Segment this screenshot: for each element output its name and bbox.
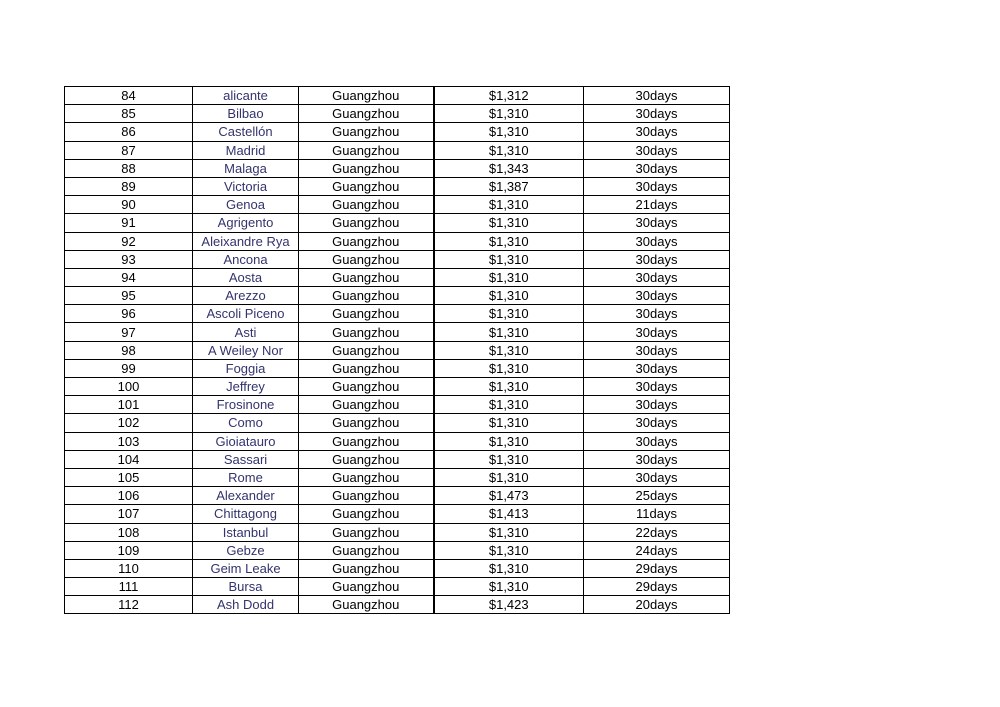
destination-cell: Genoa	[193, 196, 299, 214]
origin-cell: Guangzhou	[299, 359, 434, 377]
destination-cell: Ancona	[193, 250, 299, 268]
destination-cell: Aosta	[193, 268, 299, 286]
freight-rate-table	[64, 86, 730, 614]
table-row	[65, 305, 730, 323]
price-cell: $1,310	[434, 105, 584, 123]
origin-cell: Guangzhou	[299, 396, 434, 414]
price-cell: $1,310	[434, 323, 584, 341]
destination-cell: Como	[193, 414, 299, 432]
row-number-cell: 90	[65, 196, 193, 214]
row-number-cell: 105	[65, 468, 193, 486]
origin-cell: Guangzhou	[299, 159, 434, 177]
destination-cell: Malaga	[193, 159, 299, 177]
row-number-cell: 110	[65, 559, 193, 577]
table-row	[65, 159, 730, 177]
transit-days-cell: 30days	[584, 141, 730, 159]
table-row	[65, 505, 730, 523]
origin-cell: Guangzhou	[299, 105, 434, 123]
transit-days-cell: 30days	[584, 378, 730, 396]
row-number-cell: 95	[65, 287, 193, 305]
row-number-cell: 87	[65, 141, 193, 159]
freight-rate-table-body	[65, 87, 730, 614]
destination-cell: Foggia	[193, 359, 299, 377]
origin-cell: Guangzhou	[299, 287, 434, 305]
table-row	[65, 105, 730, 123]
row-number-cell: 106	[65, 487, 193, 505]
row-number-cell: 100	[65, 378, 193, 396]
transit-days-cell: 30days	[584, 359, 730, 377]
transit-days-cell: 22days	[584, 523, 730, 541]
price-cell: $1,310	[434, 578, 584, 596]
price-cell: $1,413	[434, 505, 584, 523]
transit-days-cell: 30days	[584, 105, 730, 123]
price-cell: $1,310	[434, 450, 584, 468]
table-row	[65, 341, 730, 359]
row-number-cell: 98	[65, 341, 193, 359]
destination-cell: Asti	[193, 323, 299, 341]
row-number-cell: 94	[65, 268, 193, 286]
transit-days-cell: 30days	[584, 450, 730, 468]
origin-cell: Guangzhou	[299, 559, 434, 577]
price-cell: $1,310	[434, 378, 584, 396]
table-row	[65, 596, 730, 614]
row-number-cell: 88	[65, 159, 193, 177]
table-row	[65, 487, 730, 505]
table-row	[65, 396, 730, 414]
origin-cell: Guangzhou	[299, 214, 434, 232]
price-cell: $1,310	[434, 141, 584, 159]
table-row	[65, 432, 730, 450]
origin-cell: Guangzhou	[299, 250, 434, 268]
price-cell: $1,310	[434, 305, 584, 323]
transit-days-cell: 30days	[584, 159, 730, 177]
transit-days-cell: 30days	[584, 123, 730, 141]
table-row	[65, 123, 730, 141]
table-row	[65, 414, 730, 432]
destination-cell: Bilbao	[193, 105, 299, 123]
price-cell: $1,310	[434, 359, 584, 377]
destination-cell: Bursa	[193, 578, 299, 596]
table-row	[65, 287, 730, 305]
table-row	[65, 541, 730, 559]
price-cell: $1,310	[434, 396, 584, 414]
table-row	[65, 578, 730, 596]
row-number-cell: 84	[65, 87, 193, 105]
origin-cell: Guangzhou	[299, 141, 434, 159]
price-cell: $1,310	[434, 196, 584, 214]
destination-cell: Alexander	[193, 487, 299, 505]
transit-days-cell: 30days	[584, 341, 730, 359]
origin-cell: Guangzhou	[299, 578, 434, 596]
origin-cell: Guangzhou	[299, 123, 434, 141]
row-number-cell: 109	[65, 541, 193, 559]
price-cell: $1,387	[434, 177, 584, 195]
origin-cell: Guangzhou	[299, 341, 434, 359]
transit-days-cell: 30days	[584, 396, 730, 414]
destination-cell: Frosinone	[193, 396, 299, 414]
destination-cell: Istanbul	[193, 523, 299, 541]
destination-cell: Castellón	[193, 123, 299, 141]
destination-cell: Jeffrey	[193, 378, 299, 396]
table-row	[65, 232, 730, 250]
price-cell: $1,310	[434, 214, 584, 232]
table-row	[65, 450, 730, 468]
table-row	[65, 378, 730, 396]
transit-days-cell: 30days	[584, 287, 730, 305]
origin-cell: Guangzhou	[299, 596, 434, 614]
origin-cell: Guangzhou	[299, 177, 434, 195]
row-number-cell: 108	[65, 523, 193, 541]
transit-days-cell: 29days	[584, 578, 730, 596]
price-cell: $1,310	[434, 250, 584, 268]
table-row	[65, 177, 730, 195]
price-cell: $1,310	[434, 287, 584, 305]
transit-days-cell: 30days	[584, 468, 730, 486]
row-number-cell: 92	[65, 232, 193, 250]
origin-cell: Guangzhou	[299, 432, 434, 450]
transit-days-cell: 30days	[584, 414, 730, 432]
table-row	[65, 141, 730, 159]
transit-days-cell: 25days	[584, 487, 730, 505]
transit-days-cell: 11days	[584, 505, 730, 523]
origin-cell: Guangzhou	[299, 450, 434, 468]
row-number-cell: 97	[65, 323, 193, 341]
table-row	[65, 268, 730, 286]
destination-cell: Gioiatauro	[193, 432, 299, 450]
transit-days-cell: 30days	[584, 177, 730, 195]
destination-cell: Ascoli Piceno	[193, 305, 299, 323]
row-number-cell: 93	[65, 250, 193, 268]
table-row	[65, 359, 730, 377]
transit-days-cell: 21days	[584, 196, 730, 214]
destination-cell: Arezzo	[193, 287, 299, 305]
origin-cell: Guangzhou	[299, 268, 434, 286]
price-cell: $1,310	[434, 414, 584, 432]
destination-cell: alicante	[193, 87, 299, 105]
row-number-cell: 91	[65, 214, 193, 232]
destination-cell: A Weiley Nor	[193, 341, 299, 359]
transit-days-cell: 30days	[584, 250, 730, 268]
price-cell: $1,310	[434, 559, 584, 577]
origin-cell: Guangzhou	[299, 305, 434, 323]
table-row	[65, 559, 730, 577]
origin-cell: Guangzhou	[299, 232, 434, 250]
price-cell: $1,310	[434, 268, 584, 286]
table-row	[65, 323, 730, 341]
destination-cell: Ash Dodd	[193, 596, 299, 614]
origin-cell: Guangzhou	[299, 505, 434, 523]
transit-days-cell: 30days	[584, 232, 730, 250]
price-cell: $1,310	[434, 432, 584, 450]
row-number-cell: 86	[65, 123, 193, 141]
transit-days-cell: 30days	[584, 305, 730, 323]
row-number-cell: 85	[65, 105, 193, 123]
origin-cell: Guangzhou	[299, 523, 434, 541]
table-row	[65, 196, 730, 214]
price-cell: $1,310	[434, 541, 584, 559]
table-row	[65, 468, 730, 486]
row-number-cell: 104	[65, 450, 193, 468]
price-cell: $1,312	[434, 87, 584, 105]
origin-cell: Guangzhou	[299, 378, 434, 396]
price-cell: $1,310	[434, 523, 584, 541]
destination-cell: Madrid	[193, 141, 299, 159]
row-number-cell: 112	[65, 596, 193, 614]
table-row	[65, 214, 730, 232]
destination-cell: Gebze	[193, 541, 299, 559]
table-row	[65, 87, 730, 105]
origin-cell: Guangzhou	[299, 414, 434, 432]
table-row	[65, 523, 730, 541]
transit-days-cell: 29days	[584, 559, 730, 577]
transit-days-cell: 30days	[584, 87, 730, 105]
transit-days-cell: 24days	[584, 541, 730, 559]
row-number-cell: 107	[65, 505, 193, 523]
price-cell: $1,423	[434, 596, 584, 614]
destination-cell: Geim Leake	[193, 559, 299, 577]
price-cell: $1,473	[434, 487, 584, 505]
row-number-cell: 96	[65, 305, 193, 323]
row-number-cell: 101	[65, 396, 193, 414]
destination-cell: Victoria	[193, 177, 299, 195]
price-cell: $1,343	[434, 159, 584, 177]
table-row	[65, 250, 730, 268]
origin-cell: Guangzhou	[299, 87, 434, 105]
row-number-cell: 111	[65, 578, 193, 596]
destination-cell: Aleixandre Rya	[193, 232, 299, 250]
transit-days-cell: 30days	[584, 432, 730, 450]
origin-cell: Guangzhou	[299, 468, 434, 486]
row-number-cell: 89	[65, 177, 193, 195]
price-cell: $1,310	[434, 341, 584, 359]
transit-days-cell: 30days	[584, 323, 730, 341]
row-number-cell: 102	[65, 414, 193, 432]
origin-cell: Guangzhou	[299, 323, 434, 341]
origin-cell: Guangzhou	[299, 487, 434, 505]
transit-days-cell: 30days	[584, 268, 730, 286]
destination-cell: Sassari	[193, 450, 299, 468]
price-cell: $1,310	[434, 468, 584, 486]
row-number-cell: 103	[65, 432, 193, 450]
destination-cell: Chittagong	[193, 505, 299, 523]
price-cell: $1,310	[434, 123, 584, 141]
origin-cell: Guangzhou	[299, 541, 434, 559]
price-cell: $1,310	[434, 232, 584, 250]
destination-cell: Agrigento	[193, 214, 299, 232]
transit-days-cell: 30days	[584, 214, 730, 232]
destination-cell: Rome	[193, 468, 299, 486]
row-number-cell: 99	[65, 359, 193, 377]
transit-days-cell: 20days	[584, 596, 730, 614]
origin-cell: Guangzhou	[299, 196, 434, 214]
